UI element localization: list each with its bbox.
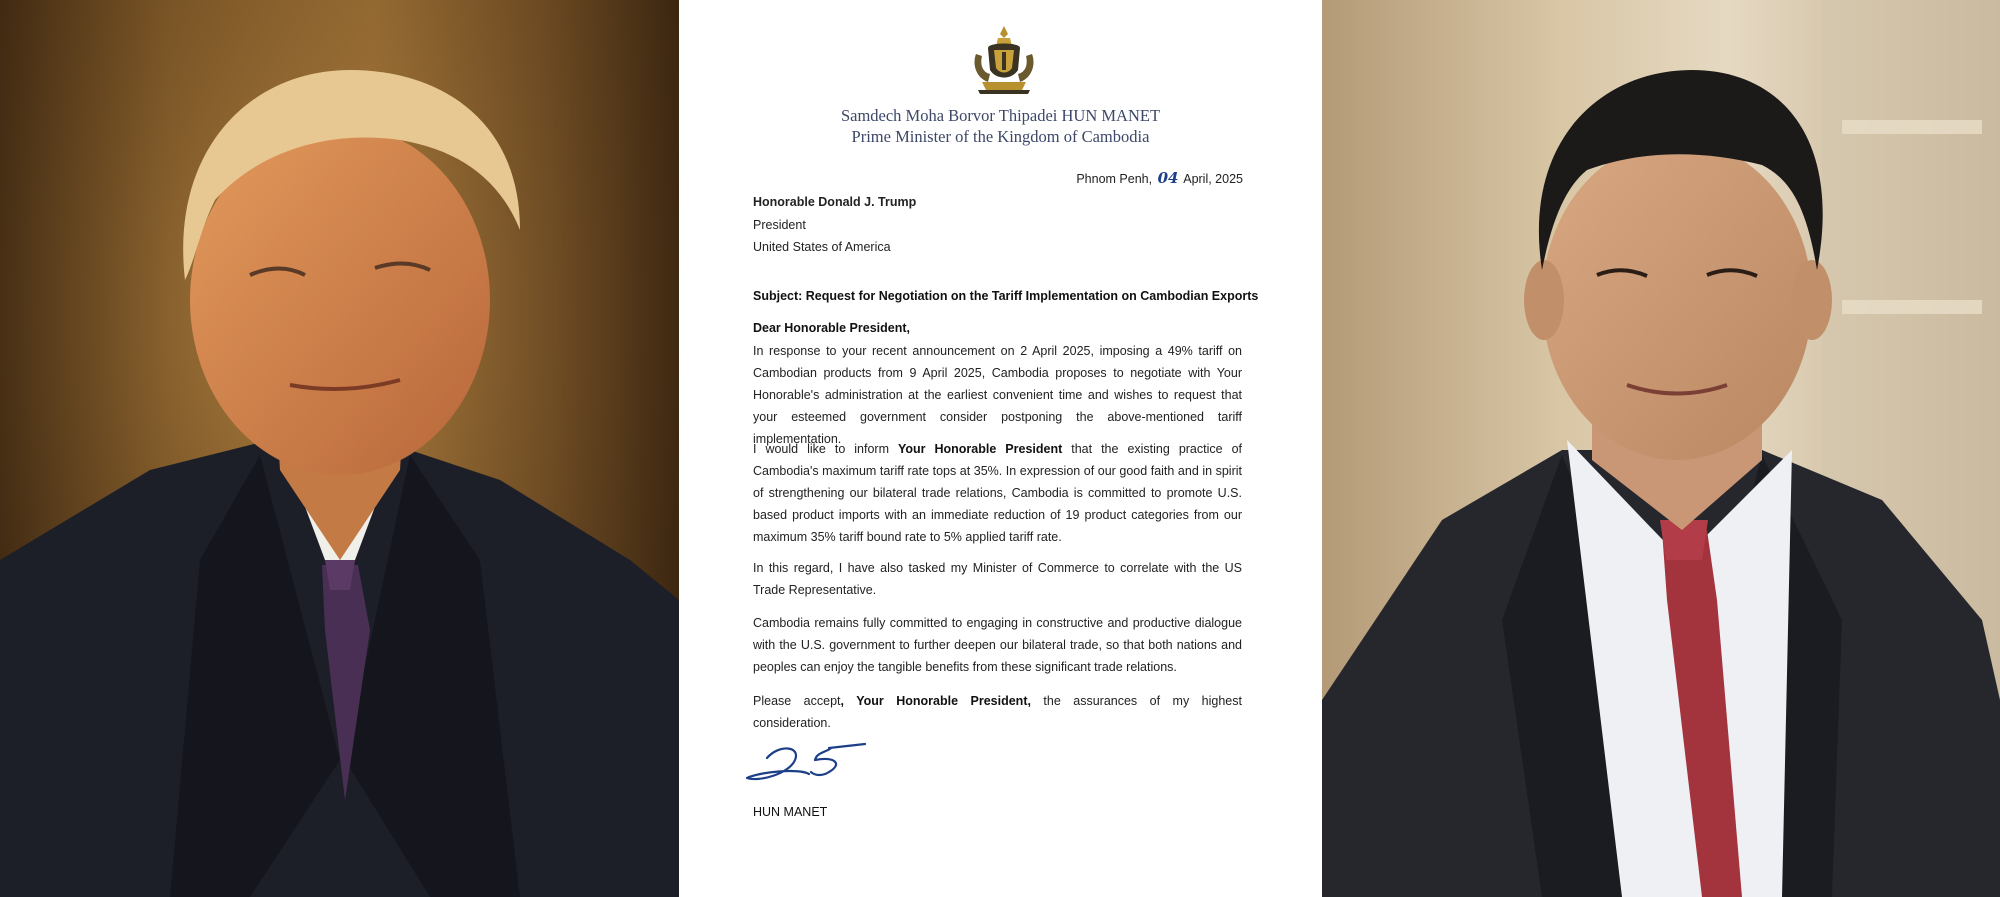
royal-emblem-icon	[968, 24, 1040, 98]
paragraph-2-rest: that the existing practice of Cambodia's maximum tariff rate tops at 35%. In expression of our good faith and in spirit of strengthening our bilateral trade relations, Cambodia is committed to promote U.S. based product imports with an immediate reduction of 19 product categories from our maximum 35% tariff bound rate to 5% applied tariff rate.	[753, 442, 1242, 544]
paragraph-2-start: I would like to inform	[753, 442, 898, 456]
recipient-title: President	[753, 218, 806, 232]
left-portrait-photo	[0, 0, 679, 897]
handwritten-signature	[739, 738, 869, 786]
paragraph-5	[753, 690, 1242, 734]
paragraph-3: In this regard, I have also tasked my Minister of Commerce to correlate with the US Trade Representative.	[753, 561, 1242, 597]
paragraph-4: Cambodia remains fully committed to engaging in constructive and productive dialogue with the U.S. government to further deepen our bilateral trade, so that both nations and peoples can enjoy the tangible benefits from these significant trade relations.	[753, 616, 1242, 674]
letter-document	[679, 0, 1322, 897]
signer-name: HUN MANET	[753, 805, 828, 819]
letter-subject: Subject: Request for Negotiation on the Tariff Implementation on Cambodian Exports	[753, 289, 1259, 303]
date-place: Phnom Penh,	[1076, 172, 1153, 186]
letter-date	[1076, 169, 1243, 187]
left-portrait-illustration	[0, 0, 679, 897]
letterhead-name: Samdech Moha Borvor Thipadei HUN MANET	[840, 106, 1161, 125]
paragraph-5-bold: , Your Honorable President,	[840, 694, 1031, 708]
right-portrait-photo	[1322, 0, 2000, 897]
date-day: 04	[1157, 169, 1179, 187]
paragraph-2-bold: Your Honorable President	[897, 442, 1063, 456]
date-month-year: April, 2025	[1183, 172, 1243, 186]
paragraph-5-rest: the assurances of my highest consideration.	[753, 694, 1242, 730]
paragraph-2	[753, 438, 1242, 548]
recipient-country: United States of America	[753, 240, 891, 254]
recipient-name: Honorable Donald J. Trump	[753, 195, 917, 209]
paragraph-1: In response to your recent announcement on 2 April 2025, imposing a 49% tariff on Cambodian products from 9 April 2025, Cambodia proposes to negotiate with Your Honorable's administration at the earliest convenient time and wishes to request that your esteemed government consider postponing the above-mentioned tariff implementation.	[753, 344, 1242, 446]
letter-salutation: Dear Honorable President,	[753, 321, 910, 335]
paragraph-5-start: Please accept	[753, 694, 841, 708]
letterhead-title: Prime Minister of the Kingdom of Cambodia	[851, 127, 1150, 146]
right-portrait-illustration	[1322, 0, 2000, 897]
